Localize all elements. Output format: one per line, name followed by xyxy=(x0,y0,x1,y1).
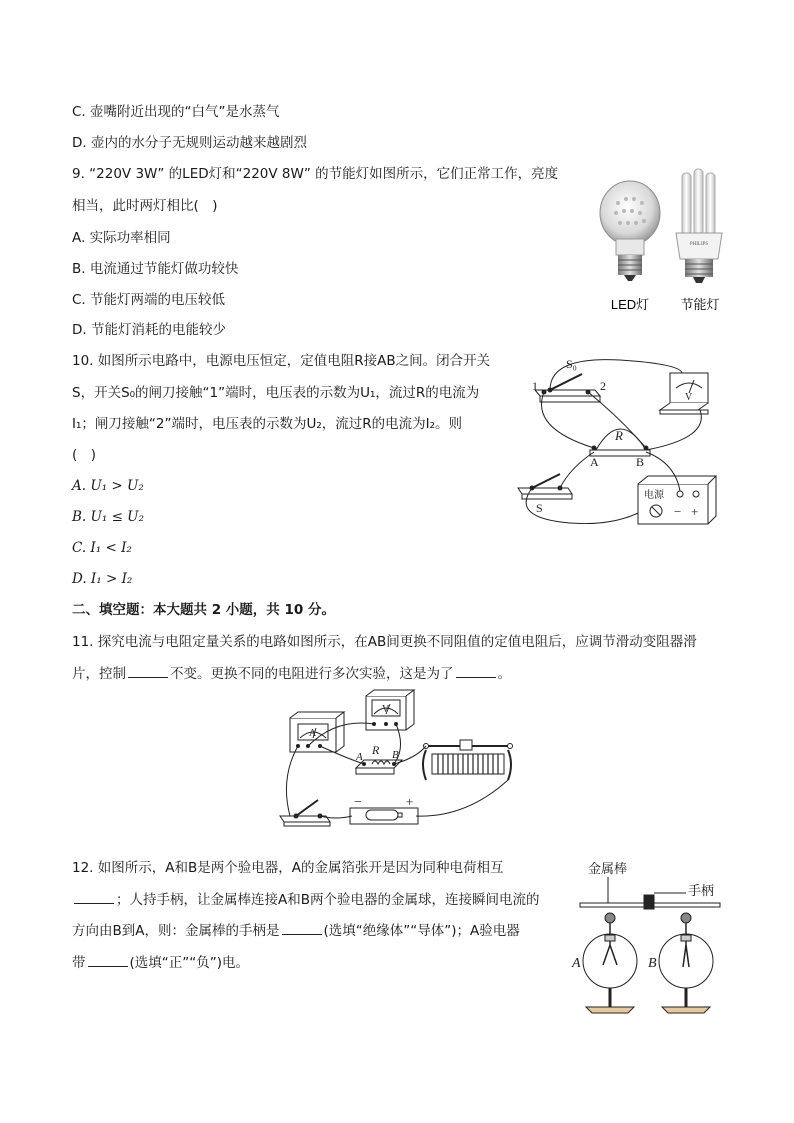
power-label: 电源 xyxy=(644,490,664,501)
q12-blank-1[interactable] xyxy=(74,889,114,904)
q10-option-a: A. U₁ > U₂ xyxy=(72,478,144,494)
voltmeter-label: V xyxy=(382,704,390,715)
ammeter-label: A xyxy=(309,728,317,739)
label-a: A xyxy=(572,956,581,971)
led-bulb-icon xyxy=(600,181,660,281)
point-a-label: A xyxy=(356,751,363,763)
q8-option-d: D. 壶内的水分子无规则运动越来越剧烈 xyxy=(72,135,307,151)
cfl-brand-text: PHILIPS xyxy=(689,242,709,247)
terminal-2-label: 2 xyxy=(600,379,606,393)
resistor-label: R xyxy=(615,428,623,443)
battery-plus-label: + xyxy=(406,794,414,809)
energy-saving-bulb-icon xyxy=(676,169,722,283)
power-minus-label: − xyxy=(674,504,682,519)
battery-box-icon xyxy=(350,808,418,824)
q12-line3-b: (选填“绝缘体”“导体”)；A验电器 xyxy=(323,923,520,939)
q11-blank-2[interactable] xyxy=(456,663,496,678)
q9-option-b: B. 电流通过节能灯做功较快 xyxy=(72,261,239,277)
switch-s-label: S xyxy=(536,501,543,515)
q11-line2-c: 。 xyxy=(497,666,511,682)
q12-line4-a: 带 xyxy=(72,955,86,971)
q11-blank-1[interactable] xyxy=(128,663,168,678)
q10-option-c: C. I₁ < I₂ xyxy=(72,540,132,556)
q12-line1: 12. 如图所示，A和B是两个验电器，A的金属箔张开是因为同种电荷相互 xyxy=(72,860,504,876)
q11-line2 xyxy=(72,663,511,684)
terminal-1-label: 1 xyxy=(532,379,538,393)
q12-line2 xyxy=(72,889,540,910)
q10-option-b: B. U₁ ≤ U₂ xyxy=(72,509,144,525)
electroscope-a-icon xyxy=(583,913,637,1013)
q12-line2-b: ；人持手柄，让金属棒连接A和B两个验电器的金属球，连接瞬间电流的 xyxy=(116,892,540,908)
rod-label: 金属棒 xyxy=(588,861,628,876)
voltmeter-label: V xyxy=(685,392,693,403)
rheostat-icon xyxy=(423,740,513,780)
handle-label: 手柄 xyxy=(688,883,715,898)
q10-stem-line4: ( ) xyxy=(72,447,97,463)
q12-line4-b: (选填“正”“负”)电。 xyxy=(129,955,250,971)
q10-circuit-figure xyxy=(510,348,725,528)
s0-label: S₀ xyxy=(566,357,577,371)
led-label: LED灯 xyxy=(610,297,650,312)
point-b-label: B xyxy=(392,749,399,761)
battery-minus-label: − xyxy=(354,795,362,810)
q9-option-c: C. 节能灯两端的电压较低 xyxy=(72,292,226,308)
q9-stem-line1: 9. “220V 3W” 的LED灯和“220V 8W” 的节能灯如图所示，它们正常工作，亮度 xyxy=(72,166,559,182)
q12-line3 xyxy=(72,920,520,941)
q8-option-c: C. 壶嘴附近出现的“白气”是水蒸气 xyxy=(72,104,280,120)
q10-stem-line3: I₁；闸刀接触“2”端时，电压表的示数为U₂，流过R的电流为I₂。则 xyxy=(72,416,463,432)
switch-s-icon xyxy=(518,474,572,499)
q9-stem-line2: 相当，此时两灯相比( ) xyxy=(72,198,218,214)
q12-blank-3[interactable] xyxy=(88,952,128,967)
resistor-label: R xyxy=(372,743,380,757)
cfl-label: 节能灯 xyxy=(680,297,720,312)
q10-stem-line2: S，开关S₀的闸刀接触“1”端时，电压表的示数为U₁，流过R的电流为 xyxy=(72,385,480,401)
power-plus-label: + xyxy=(691,504,699,519)
q12-blank-2[interactable] xyxy=(282,920,322,935)
q12-line3-a: 方向由B到A，则：金属棒的手柄是 xyxy=(72,923,280,939)
q12-electroscope-figure xyxy=(570,855,725,1020)
handle-icon xyxy=(644,895,654,909)
ammeter-icon xyxy=(290,712,344,752)
switch-s0-icon xyxy=(535,374,600,402)
point-a-label: A xyxy=(590,455,599,469)
q10-stem-line1: 10. 如图所示电路中，电源电压恒定，定值电阻R接AB之间。闭合开关 xyxy=(72,353,491,369)
electroscope-b-icon xyxy=(659,913,713,1013)
point-b-label: B xyxy=(636,455,645,469)
q10-option-d: D. I₁ > I₂ xyxy=(72,571,133,587)
label-b: B xyxy=(648,956,657,971)
q11-circuit-figure xyxy=(276,688,521,828)
section2-heading: 二、填空题：本大题共 2 小题，共 10 分。 xyxy=(72,602,335,618)
q9-lamps-figure xyxy=(590,165,760,315)
q9-option-a: A. 实际功率相同 xyxy=(72,230,171,246)
q11-line2-b: 不变。更换不同的电阻进行多次实验，这是为了 xyxy=(170,666,454,682)
q9-option-d: D. 节能灯消耗的电能较少 xyxy=(72,322,226,338)
q12-line4 xyxy=(72,952,249,973)
q11-line2-a: 片，控制 xyxy=(72,666,126,682)
voltmeter-icon xyxy=(660,373,708,414)
q11-line1: 11. 探究电流与电阻定量关系的电路如图所示，在AB间更换不同阻值的定值电阻后，应调节滑动变阻器滑 xyxy=(72,634,697,650)
